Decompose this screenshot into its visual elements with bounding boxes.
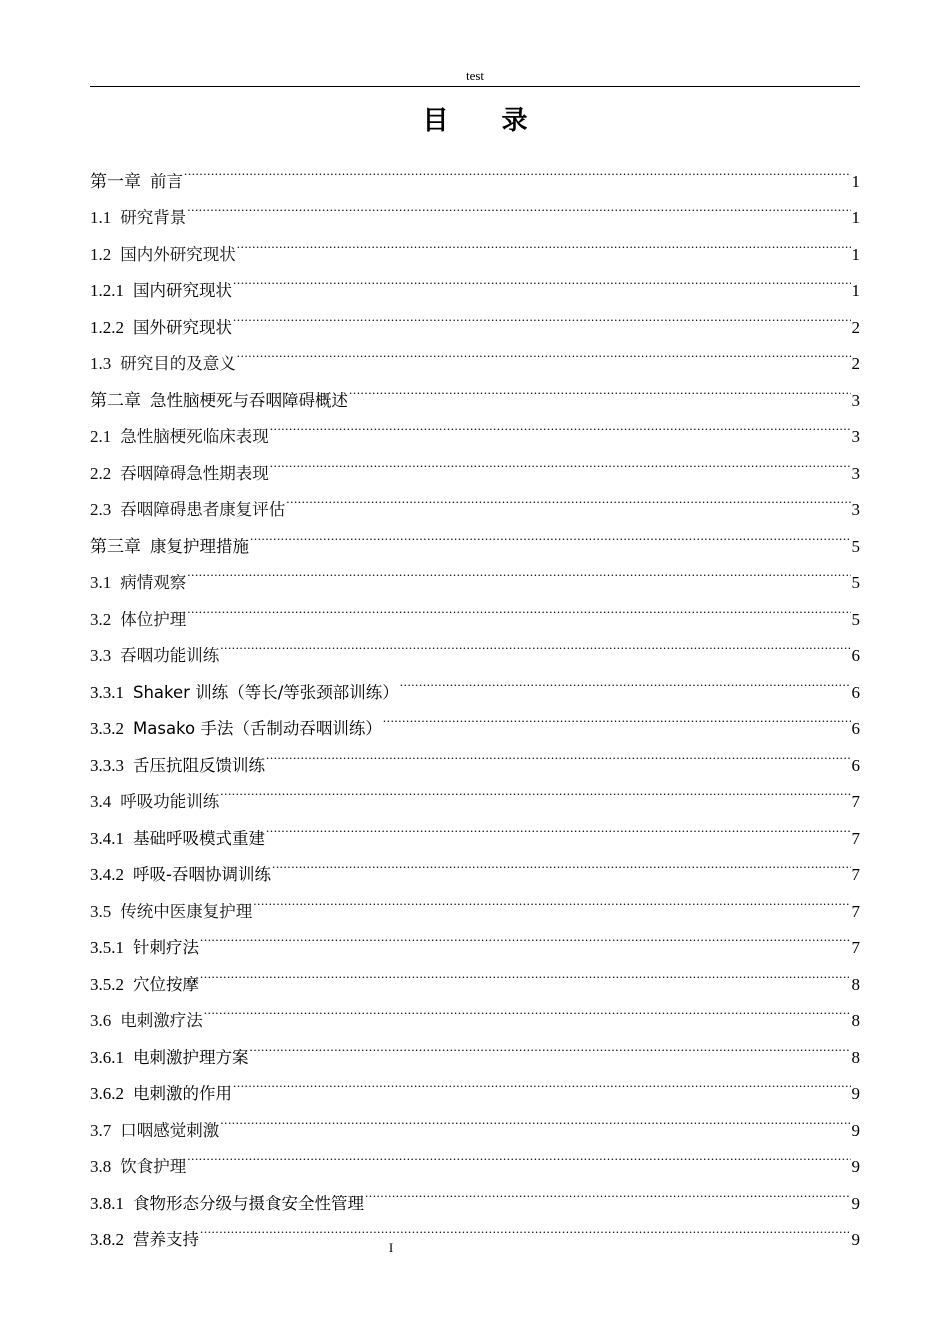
toc-entry-number: 3.8.1 xyxy=(90,1193,124,1213)
page-number: I xyxy=(388,1240,394,1255)
dot-leader xyxy=(237,223,851,260)
toc-entry-number: 第一章 xyxy=(90,171,141,191)
toc-entry-title: 康复护理措施 xyxy=(150,536,249,556)
toc-entry-page: 7 xyxy=(851,938,860,957)
toc-entry-number: 3.4.2 xyxy=(90,865,124,884)
toc-entry[interactable] xyxy=(90,223,860,264)
toc-entry-title: 呼吸-吞咽协调训练 xyxy=(133,865,271,884)
toc-entry-page: 6 xyxy=(851,682,860,702)
header-rule xyxy=(90,86,860,87)
dot-leader xyxy=(233,296,851,333)
toc-entry-page: 2 xyxy=(851,317,860,337)
dot-leader xyxy=(253,880,850,917)
toc-entry-number: 3.8.2 xyxy=(90,1230,124,1249)
toc-entry-page: 3 xyxy=(851,500,860,519)
toc-entry[interactable] xyxy=(90,552,860,592)
dot-leader xyxy=(349,369,851,406)
toc-entry-number: 3.7 xyxy=(90,1120,112,1140)
toc-entry-page: 5 xyxy=(851,536,860,556)
toc-entry-title: 食物形态分级与摄食安全性管理 xyxy=(133,1193,364,1213)
toc-entry-number: 2.2 xyxy=(90,463,112,483)
toc-entry[interactable] xyxy=(90,1209,860,1249)
dot-leader xyxy=(250,1026,851,1063)
toc-entry[interactable] xyxy=(90,953,860,994)
toc-entry-page: 5 xyxy=(851,609,860,629)
dot-leader xyxy=(187,552,850,589)
toc-entry-title: 研究背景 xyxy=(120,208,187,227)
toc-entry-title: 前言 xyxy=(150,171,183,191)
toc-entry-number: 3.3.2 xyxy=(90,719,124,738)
toc-entry-title: 吞咽障碍急性期表现 xyxy=(120,463,269,483)
toc-entry-number: 1.3 xyxy=(90,354,112,373)
toc-entry[interactable] xyxy=(90,917,860,957)
toc-entry-number: 3.8 xyxy=(90,1157,112,1176)
dot-leader xyxy=(200,917,851,954)
toc-entry-title: 吞咽功能训练 xyxy=(120,646,220,665)
toc-entry-page: 1 xyxy=(851,244,860,264)
toc-entry-number: 3.5.2 xyxy=(90,974,124,994)
dot-leader xyxy=(200,953,851,990)
toc-entry[interactable] xyxy=(90,588,860,629)
toc-entry-number: 2.3 xyxy=(90,500,112,519)
toc-entry-title: 呼吸功能训练 xyxy=(120,792,220,811)
dot-leader xyxy=(187,1136,850,1173)
toc-entry[interactable] xyxy=(90,187,860,227)
toc-entry-title: Shaker 训练（等长/等张颈部训练） xyxy=(133,682,399,702)
toc-entry-page: 1 xyxy=(851,208,860,227)
dot-leader xyxy=(266,734,851,771)
toc-entry-page: 9 xyxy=(851,1230,860,1249)
toc-entry-number: 2.1 xyxy=(90,427,112,446)
dot-leader xyxy=(184,150,851,187)
toc-entry-title: 电刺激疗法 xyxy=(120,1011,203,1030)
dot-leader xyxy=(233,260,851,297)
toc-entry-page: 3 xyxy=(851,427,860,446)
toc-entry-page: 9 xyxy=(851,1193,860,1213)
toc-entry-title: 国内外研究现状 xyxy=(120,244,236,264)
toc-entry-page: 9 xyxy=(851,1084,860,1103)
toc-entry-title: 急性脑梗死临床表现 xyxy=(120,427,269,446)
toc-entry[interactable] xyxy=(90,1136,860,1176)
toc-entry-number: 1.2 xyxy=(90,244,112,264)
dot-leader xyxy=(220,771,850,808)
toc-entry-number: 3.1 xyxy=(90,573,112,592)
toc-entry-page: 6 xyxy=(851,755,860,775)
toc-entry-title: 舌压抗阻反馈训练 xyxy=(133,755,265,775)
toc-entry-number: 3.4.1 xyxy=(90,828,124,848)
dot-leader xyxy=(272,844,851,881)
toc-entry-title: 国外研究现状 xyxy=(133,317,232,337)
toc-entry-number: 3.3 xyxy=(90,646,112,665)
toc-entry-page: 9 xyxy=(851,1120,860,1140)
dot-leader xyxy=(220,625,850,662)
toc-entry-page: 8 xyxy=(851,1011,860,1030)
toc-entry-number: 3.4 xyxy=(90,792,112,811)
toc-list xyxy=(90,150,860,1249)
toc-entry-page: 3 xyxy=(851,463,860,483)
toc-entry-number: 1.2.2 xyxy=(90,317,124,337)
toc-entry-page: 2 xyxy=(851,354,860,373)
toc-entry[interactable] xyxy=(90,625,860,665)
dot-leader xyxy=(233,1063,851,1100)
toc-entry-title: 国内研究现状 xyxy=(133,281,232,300)
dot-leader xyxy=(187,187,850,224)
toc-entry-page: 7 xyxy=(851,828,860,848)
toc-entry[interactable] xyxy=(90,1172,860,1213)
toc-entry-title: 基础呼吸模式重建 xyxy=(133,828,265,848)
dot-leader xyxy=(200,1209,851,1246)
toc-entry-number: 3.3.3 xyxy=(90,755,124,775)
toc-entry-title: 体位护理 xyxy=(120,609,187,629)
toc-entry-page: 6 xyxy=(851,719,860,738)
toc-entry-number: 第三章 xyxy=(90,536,141,556)
toc-entry-title: 饮食护理 xyxy=(120,1157,187,1176)
toc-entry-title: 穴位按摩 xyxy=(133,974,199,994)
toc-entry-number: 3.6 xyxy=(90,1011,112,1030)
toc-entry-page: 7 xyxy=(851,792,860,811)
toc-entry-title: 电刺激的作用 xyxy=(133,1084,232,1103)
toc-entry-page: 7 xyxy=(851,865,860,884)
dot-leader xyxy=(250,515,851,552)
page-header: test xyxy=(465,68,485,83)
toc-entry-title: Masako 手法（舌制动吞咽训练） xyxy=(133,719,382,738)
toc-entry-number: 3.6.2 xyxy=(90,1084,124,1103)
dot-leader xyxy=(400,661,851,698)
toc-entry-title: 营养支持 xyxy=(133,1230,199,1249)
toc-entry-page: 1 xyxy=(851,171,860,191)
dot-leader xyxy=(187,588,850,625)
dot-leader xyxy=(365,1172,851,1209)
toc-entry-title: 吞咽障碍患者康复评估 xyxy=(120,500,286,519)
toc-entry-title: 口咽感觉刺激 xyxy=(120,1120,220,1140)
toc-entry-number: 第二章 xyxy=(90,390,141,410)
dot-leader xyxy=(266,807,851,844)
toc-entry-number: 1.2.1 xyxy=(90,281,124,300)
toc-entry-title: 病情观察 xyxy=(120,573,187,592)
toc-entry-number: 3.5.1 xyxy=(90,938,124,957)
toc-entry-title: 传统中医康复护理 xyxy=(120,901,253,921)
toc-entry-number: 3.2 xyxy=(90,609,112,629)
toc-entry-page: 1 xyxy=(851,281,860,300)
dot-leader xyxy=(220,1099,850,1136)
toc-entry-page: 6 xyxy=(851,646,860,665)
toc-entry[interactable] xyxy=(90,150,860,191)
toc-entry-title: 研究目的及意义 xyxy=(120,354,236,373)
dot-leader xyxy=(286,479,850,516)
toc-entry-number: 3.3.1 xyxy=(90,682,124,702)
dot-leader xyxy=(270,442,851,479)
toc-title: 目 录 xyxy=(422,106,550,136)
toc-entry-page: 8 xyxy=(851,974,860,994)
toc-entry-title: 急性脑梗死与吞咽障碍概述 xyxy=(150,390,348,410)
toc-entry[interactable] xyxy=(90,1026,860,1067)
toc-entry-page: 9 xyxy=(851,1157,860,1176)
toc-entry-title: 针刺疗法 xyxy=(133,938,199,957)
toc-entry-title: 电刺激护理方案 xyxy=(133,1047,249,1067)
toc-entry-page: 8 xyxy=(851,1047,860,1067)
toc-entry[interactable] xyxy=(90,990,860,1030)
toc-entry-number: 3.6.1 xyxy=(90,1047,124,1067)
toc-entry-page: 3 xyxy=(851,390,860,410)
toc-entry-number: 3.5 xyxy=(90,901,112,921)
toc-entry-number: 1.1 xyxy=(90,208,112,227)
dot-leader xyxy=(270,406,851,443)
toc-entry-page: 5 xyxy=(851,573,860,592)
dot-leader xyxy=(204,990,851,1027)
dot-leader xyxy=(383,698,851,735)
toc-entry-page: 7 xyxy=(851,901,860,921)
dot-leader xyxy=(237,333,851,370)
